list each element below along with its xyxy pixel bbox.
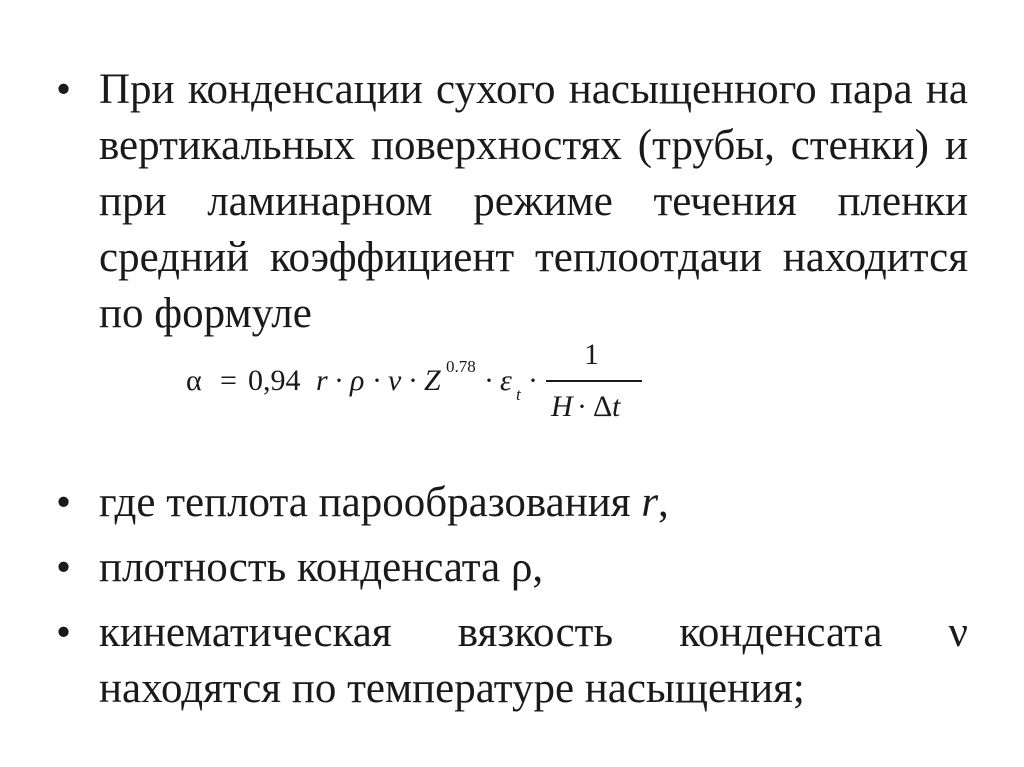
- formula-dot-1: ·: [334, 364, 344, 397]
- bullet-intro: [56, 62, 968, 342]
- formula-dot-4: ·: [484, 364, 494, 397]
- formula-exponent: 0.78: [446, 357, 476, 376]
- fraction-denominator-h: H: [551, 390, 573, 423]
- formula-r: r: [316, 364, 328, 397]
- formula-epsilon-subscript: t: [516, 385, 521, 404]
- fraction-denominator-dot: ·: [577, 390, 587, 423]
- fraction-denominator-delta: Δ: [593, 390, 613, 423]
- heat-suffix: ,: [658, 479, 669, 526]
- intro-text: При конденсации сухого насыщенного пара на вертикальных поверхностях (трубы, стенки) и при ламинарном режиме течения пленки средний коэффициент теплоотдачи находится по формуле: [99, 66, 968, 337]
- bullet-symbol: •: [56, 544, 72, 591]
- formula-epsilon: ε: [500, 364, 512, 397]
- heat-variable-r: r: [641, 479, 659, 526]
- viscosity-text: кинематическая вязкость конденсата ν находятся по температуре насыщения;: [99, 609, 968, 712]
- formula-z: Z: [424, 364, 441, 397]
- formula-nu: ν: [388, 364, 402, 397]
- formula-dot-2: ·: [372, 364, 382, 397]
- heat-transfer-formula: [186, 328, 656, 438]
- density-text: плотность конденсата ρ,: [99, 544, 544, 591]
- bullet-heat-of-vaporization: [56, 475, 968, 531]
- bullet-density: [56, 540, 968, 596]
- fraction-denominator-t: t: [612, 390, 621, 423]
- bullet-symbol: •: [56, 66, 72, 113]
- fraction-numerator: 1: [584, 338, 599, 371]
- bullet-symbol: •: [56, 479, 72, 526]
- formula-rho: ρ: [350, 364, 365, 397]
- heat-of-vaporization-text: [99, 475, 968, 531]
- formula-coefficient: 0,94: [248, 364, 301, 397]
- formula-dot-3: ·: [408, 364, 418, 397]
- heat-prefix: где теплота парообразования: [99, 479, 642, 526]
- bullet-viscosity: [56, 605, 968, 717]
- formula-dot-5: ·: [528, 364, 538, 397]
- fraction-bar: [546, 380, 642, 382]
- bullet-symbol: •: [56, 609, 72, 656]
- formula-equals: =: [220, 364, 237, 397]
- formula-alpha: α: [186, 364, 202, 397]
